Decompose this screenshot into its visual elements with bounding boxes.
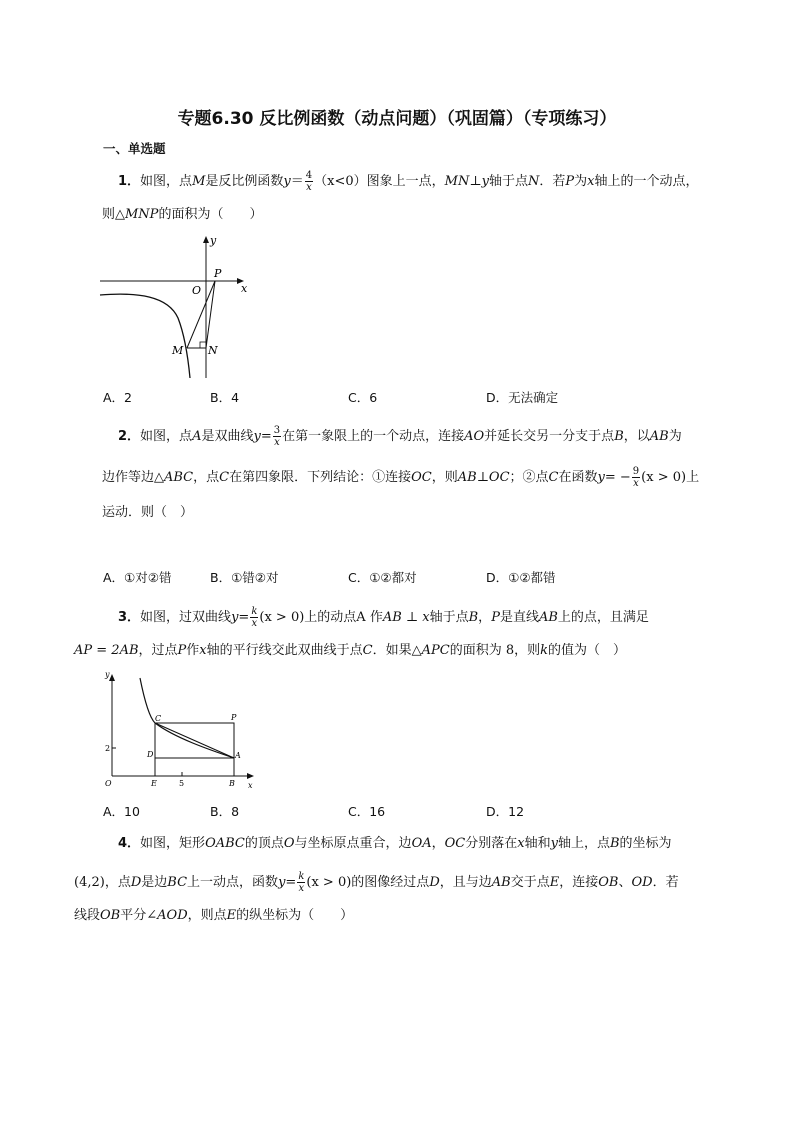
q4-var: x xyxy=(517,836,525,851)
q1-var: P xyxy=(565,174,575,189)
q4-text: ，且与边 xyxy=(439,875,492,890)
q4-text: 轴上，点 xyxy=(557,836,610,851)
q1-var: N xyxy=(527,174,540,189)
q3-text: 如图，过双曲线 xyxy=(140,610,232,625)
q3-text: 上的动点A 作 xyxy=(304,610,383,625)
q3-var: x xyxy=(199,643,207,658)
q2-var: C xyxy=(219,470,230,485)
q2-text: = − xyxy=(604,470,631,485)
q2-var: AB xyxy=(649,429,669,444)
q4-var: OD xyxy=(631,875,653,890)
q1-text: 则△ xyxy=(102,207,125,222)
q3-var: B xyxy=(468,610,479,625)
q2-line2 xyxy=(102,466,699,489)
q2-text: 在函数 xyxy=(558,470,598,485)
q3-fraction: $\frac{k}{x}$ xyxy=(251,606,258,629)
q4-text: ， xyxy=(431,836,445,851)
q4-var: AB xyxy=(491,875,511,890)
q3-text: 轴的平行线交此双曲线于点 xyxy=(206,643,363,658)
q4-var: OB xyxy=(598,875,619,890)
fig3-label-D: D xyxy=(147,750,154,759)
page-title: 专题6.30 反比例函数（动点问题）（巩固篇）（专项练习） xyxy=(177,109,617,129)
q3-var: C xyxy=(362,643,373,658)
q2-text: ，点 xyxy=(193,470,220,485)
fig1-label-M: M xyxy=(172,344,184,357)
q3-text: 作 xyxy=(186,643,200,658)
q4-text: ．若 xyxy=(652,875,679,890)
q3-text: = xyxy=(238,610,250,625)
fig1-label-x: x xyxy=(241,282,248,295)
q2-var: A xyxy=(192,429,202,444)
q1-text: ＝ xyxy=(290,174,304,189)
q2-text: 边作等边△ xyxy=(102,470,164,485)
q4-text: 如图，矩形 xyxy=(140,836,206,851)
q2-text: 是双曲线 xyxy=(201,429,254,444)
q1-var: y xyxy=(283,174,291,189)
q3-option-b[interactable]: B．8 xyxy=(210,804,240,819)
q2-number: 2． xyxy=(118,429,141,444)
q3-text: 轴于点 xyxy=(429,610,469,625)
q2-condition: (x > 0) xyxy=(641,470,687,485)
q1-var: M xyxy=(192,174,206,189)
q4-number: 4． xyxy=(118,836,141,851)
q3-number: 3． xyxy=(118,610,141,625)
q4-var: OABC xyxy=(205,836,245,851)
q1-text: 如图，点 xyxy=(140,174,193,189)
q4-var: OB xyxy=(100,908,121,923)
q3-var: k xyxy=(540,643,548,658)
q2-text: ，以 xyxy=(623,429,650,444)
q4-text: 的顶点 xyxy=(244,836,284,851)
q2-line3: 运动．则（ ） xyxy=(102,505,194,520)
q2-fraction-2: $\frac{9}{x}$ xyxy=(632,466,640,489)
q4-text: 分别落在 xyxy=(465,836,518,851)
q4-text: 上一动点，函数 xyxy=(187,875,279,890)
section-heading: 一、单选题 xyxy=(103,141,166,156)
q3-option-a[interactable]: A．10 xyxy=(103,804,140,819)
q3-condition: (x > 0) xyxy=(259,610,305,625)
q4-var: D xyxy=(130,875,142,890)
q2-fraction: $\frac{3}{x}$ xyxy=(273,425,281,448)
q2-var: y xyxy=(597,470,605,485)
q1-figure xyxy=(98,232,258,378)
q1-number: 1． xyxy=(118,174,141,189)
q4-var: E xyxy=(549,875,560,890)
q4-text: 交于点 xyxy=(510,875,550,890)
q4-text: 线段 xyxy=(74,908,101,923)
q1-text: ．若 xyxy=(539,174,566,189)
q3-var: AB xyxy=(538,610,558,625)
fig3-label-x: x xyxy=(248,781,253,790)
fig3-label-A: A xyxy=(235,751,241,760)
fig3-label-y: y xyxy=(105,670,110,679)
q1-option-a[interactable]: A．2 xyxy=(103,390,133,405)
q1-option-c[interactable]: C．6 xyxy=(348,390,378,405)
fig1-label-N: N xyxy=(208,344,218,357)
q4-text: 轴和 xyxy=(524,836,551,851)
q4-var: O xyxy=(283,836,295,851)
q2-text: 在第四象限．下列结论：①连接 xyxy=(229,470,412,485)
q2-text: ；②点 xyxy=(509,470,549,485)
q1-line1 xyxy=(118,170,698,193)
fig1-label-O: O xyxy=(192,284,202,297)
q1-text: 的面积为（ ） xyxy=(158,207,263,222)
q2-option-a[interactable]: A．①对②错 xyxy=(103,570,172,585)
q3-text: 的面积为 8，则 xyxy=(449,643,541,658)
q3-text: ， xyxy=(478,610,492,625)
fig3-label-E: E xyxy=(151,779,157,788)
q4-fraction: $\frac{k}{x}$ xyxy=(298,871,305,894)
q4-line2 xyxy=(74,871,679,894)
q2-text: 如图，点 xyxy=(140,429,193,444)
q4-line3 xyxy=(74,906,353,926)
q4-var: B xyxy=(609,836,620,851)
q2-text: ，则 xyxy=(431,470,458,485)
q4-text: 的纵坐标为（ ） xyxy=(236,908,354,923)
q4-text: ，连接 xyxy=(559,875,599,890)
q3-text: 是直线 xyxy=(499,610,539,625)
q4-text: 的坐标为 xyxy=(619,836,672,851)
q4-var: y xyxy=(550,836,558,851)
q3-var: P xyxy=(177,643,187,658)
q4-text: 的图像经过点 xyxy=(351,875,430,890)
q1-var: y xyxy=(481,174,489,189)
q3-text: ．如果△ xyxy=(372,643,422,658)
q1-fraction: $\frac{4}{x}$ xyxy=(305,170,313,193)
fig3-label-P: P xyxy=(231,713,237,722)
q3-figure xyxy=(100,668,260,790)
q2-line1 xyxy=(118,425,682,448)
q3-option-c[interactable]: C．16 xyxy=(348,804,386,819)
q2-text: 在第一象限上的一个动点，连接 xyxy=(282,429,465,444)
q4-var: y xyxy=(278,875,286,890)
q3-var: AB ⊥ x xyxy=(382,610,430,625)
q3-text: 上的点，且满足 xyxy=(557,610,649,625)
fig1-label-y: y xyxy=(210,234,217,247)
q4-var: E xyxy=(226,908,237,923)
q3-var: APC xyxy=(421,643,450,658)
q1-text: 图象上一点， xyxy=(366,174,445,189)
q2-var: AB⊥OC xyxy=(457,470,510,485)
fig3-tick-2: 2 xyxy=(105,744,111,753)
q2-text: 并延长交另一分支于点 xyxy=(484,429,615,444)
q2-text: 为 xyxy=(668,429,682,444)
q2-var: AO xyxy=(464,429,485,444)
q1-text: 轴上的一个动点， xyxy=(594,174,699,189)
q1-condition: （x<0） xyxy=(314,174,367,189)
q3-line2 xyxy=(74,641,626,661)
q1-text: 为 xyxy=(574,174,588,189)
q3-text: ，过点 xyxy=(138,643,178,658)
q4-condition: (x > 0) xyxy=(306,875,352,890)
q1-text: 轴于点 xyxy=(488,174,528,189)
q3-var: P xyxy=(491,610,500,625)
q2-var: y xyxy=(253,429,261,444)
q4-text: ，则点 xyxy=(187,908,227,923)
q3-var: AP = 2AB xyxy=(74,643,139,658)
q4-text: 平分 xyxy=(120,908,147,923)
q1-text: ⊥ xyxy=(469,174,482,189)
fig3-tick-5: 5 xyxy=(179,779,185,788)
q2-text: 上 xyxy=(686,470,700,485)
q4-var: OA xyxy=(411,836,432,851)
fig3-label-B: B xyxy=(229,779,235,788)
q4-var: ∠AOD xyxy=(146,908,188,923)
q2-var: OC xyxy=(411,470,432,485)
q3-line1 xyxy=(118,606,649,629)
q1-line2 xyxy=(102,205,262,225)
q1-option-b[interactable]: B．4 xyxy=(210,390,240,405)
q3-option-d[interactable]: D．12 xyxy=(486,804,525,819)
q3-var: y xyxy=(231,610,239,625)
q4-var: OC xyxy=(444,836,466,851)
q4-coordinate: (4,2) xyxy=(74,875,105,890)
q4-var: D xyxy=(429,875,440,890)
q4-text: 是边 xyxy=(141,875,168,890)
q2-option-c[interactable]: C．①②都对 xyxy=(348,570,417,585)
q1-option-d[interactable]: D．无法确定 xyxy=(486,390,559,405)
q4-text: ，点 xyxy=(104,875,131,890)
q4-text: 、 xyxy=(618,875,632,890)
q3-text: 的值为（ ） xyxy=(548,643,627,658)
q1-var: x xyxy=(587,174,595,189)
q4-text: 与坐标原点重合，边 xyxy=(294,836,412,851)
fig3-label-O: O xyxy=(105,779,112,788)
q1-text: 是反比例函数 xyxy=(205,174,284,189)
q4-text: = xyxy=(285,875,297,890)
q4-var: BC xyxy=(167,875,188,890)
q2-var: B xyxy=(614,429,624,444)
fig1-label-P: P xyxy=(214,267,222,280)
q2-var: ABC xyxy=(164,470,194,485)
fig3-label-C: C xyxy=(155,714,162,723)
q2-option-b[interactable]: B．①错②对 xyxy=(210,570,279,585)
q2-var: C xyxy=(548,470,559,485)
q1-var: MN xyxy=(444,174,470,189)
q1-var: MNP xyxy=(125,207,159,222)
q2-text: = xyxy=(260,429,272,444)
q2-option-d[interactable]: D．①②都错 xyxy=(486,570,556,585)
q4-line1 xyxy=(118,834,672,854)
